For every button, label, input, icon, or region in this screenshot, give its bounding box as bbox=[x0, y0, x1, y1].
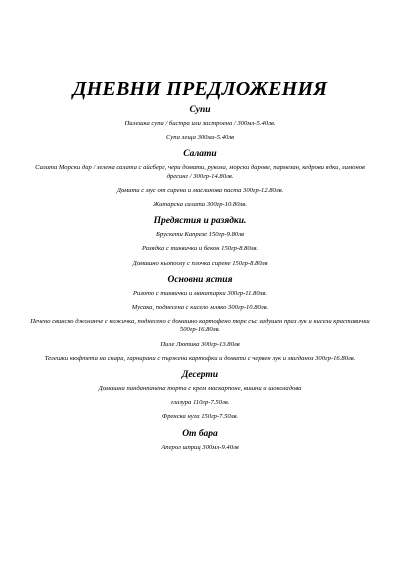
menu-item: Френска нуга 150гр-7.50лв. bbox=[161, 413, 239, 421]
section-heading: Десерти bbox=[181, 370, 219, 381]
section-bar bbox=[28, 428, 372, 452]
menu-item: Житарска салата 300гр-10.80лв. bbox=[153, 201, 247, 209]
menu-item: Домати с мус от сирена и маслинова паста 300гр-12.80лв. bbox=[116, 186, 284, 194]
section-starters bbox=[28, 215, 372, 268]
section-heading: От бара bbox=[182, 428, 218, 439]
menu-item: Мусака, поднесена с кисело мляко 300гр-10.80лв. bbox=[131, 304, 269, 312]
menu-item: Супа леща 300мл-5.40лв bbox=[165, 134, 235, 142]
menu-item: Разядка с тиквички и бекон 150гр-8.80лв. bbox=[141, 245, 259, 253]
menu-item: Брускети Капрезе 150гр-9.80лв bbox=[156, 231, 244, 239]
menu-item: Ризото с тиквички и манатарки 300гр-11.80лв. bbox=[132, 289, 268, 297]
section-desserts bbox=[28, 369, 372, 422]
menu-item: Печено свинско джоланче с кожичка, поднесено с домашно картофено пюре със задушен праз лук и кисели краставички 500гр-16.80лв. bbox=[30, 318, 370, 334]
menu-item: Аперол шприц 300мл-9.40лв bbox=[161, 443, 239, 451]
menu-item: глазура 110гр-7.50лв. bbox=[170, 399, 230, 407]
section-heading: Салати bbox=[183, 149, 217, 160]
menu-item: Домашна панданпанена торта с крем маскарпоне, вишни и шоколадова bbox=[98, 385, 302, 393]
section-heading: Супи bbox=[189, 105, 211, 115]
menu-item: Пиле Лютика 300гр-13.80лв bbox=[160, 340, 240, 348]
section-main-dishes bbox=[28, 274, 372, 363]
menu-item: Пилешка супа / бистра или застроена / 300мл-5.40лв. bbox=[124, 120, 276, 127]
menu-item: Телешки кюфтета на скара, гарнирани с пържени картофки и домати с червен лук и магданоз 300гр-16.80лв. bbox=[44, 354, 356, 362]
page-title: ДНЕВНИ ПРЕДЛОЖЕНИЯ bbox=[72, 78, 328, 100]
menu-item: Домашно кьопоолу с плочка сирене 150гр-8.80лв bbox=[132, 259, 268, 267]
section-salads bbox=[28, 148, 372, 209]
section-soups bbox=[28, 104, 372, 142]
section-heading: Предястия и разядки. bbox=[153, 216, 247, 227]
menu-item: Салата Морски дар / зелена салата с айсберг, чери домати, рукола, морски дарове, пармезан, кедрови ядки, лимонов дресинг / 300гр-14.80лв. bbox=[35, 164, 365, 180]
section-heading: Основни ястия bbox=[167, 274, 233, 285]
